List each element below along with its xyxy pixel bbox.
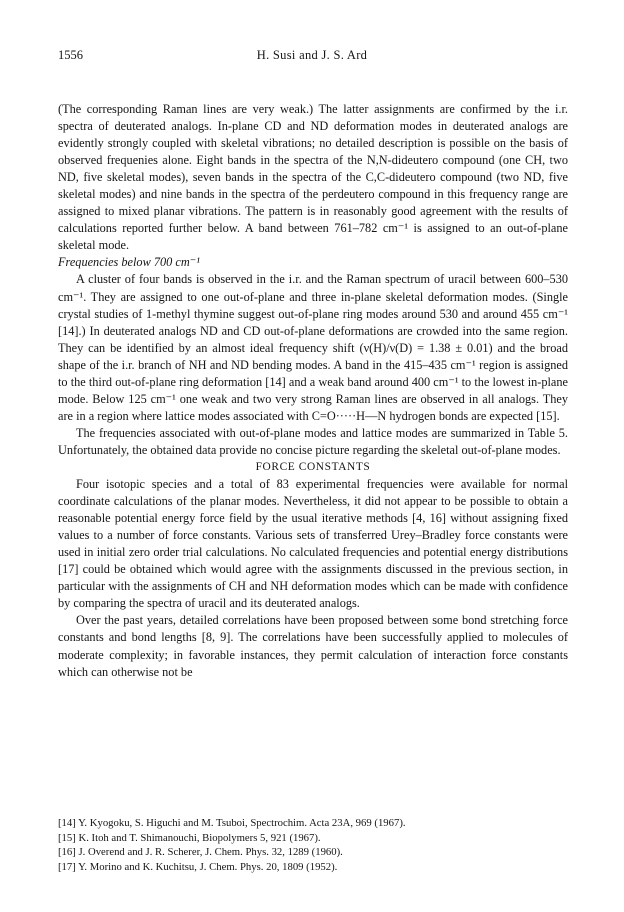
paragraph-table-summary: The frequencies associated with out-of-plane modes and lattice modes are summarized in Table 5. Unfortunately, the obtained data provide no concise picture regarding the skeletal out-of-plane modes.: [58, 425, 568, 457]
paragraph-low-frequencies: A cluster of four bands is observed in the i.r. and the Raman spectrum of uracil between 600–530 cm⁻¹. They are assigned to one out-of-plane and three in-plane skeletal deformation modes. (Single crystal studies of 1-methyl thymine suggest out-of-plane ring modes around 530 and around 455 cm⁻¹ [14].) In deuterated analogs ND and CD out-of-plane deformations are crowded into the same region. They can be identified by an almost ideal frequency shift (ν(H)/ν(D) = 1.38 ± 0.01) and the broad shape of the i.r. branch of NH and ND bending modes. A band in the 415–435 cm⁻¹ region is assigned to the third out-of-plane ring deformation [14] and a weak band around 400 cm⁻¹ to the lowest in-plane mode. Below 125 cm⁻¹ one weak and two very strong Raman lines are observed in all analogs. They are in a region where lattice modes associated with C=O·····H—N hydrogen bonds are expected [15].: [58, 272, 568, 423]
subsection-heading: Frequencies below 700 cm⁻¹: [58, 255, 200, 270]
reference-item: [17] Y. Morino and K. Kuchitsu, J. Chem. Phys. 20, 1809 (1952).: [58, 860, 338, 873]
reference-item: [16] J. Overend and J. R. Scherer, J. Chem. Phys. 32, 1289 (1960).: [58, 846, 343, 858]
footnote-references: [58, 816, 578, 874]
running-title: H. Susi and J. S. Ard: [256, 48, 368, 62]
article-body: [58, 101, 568, 681]
page-header: [58, 48, 566, 66]
section-heading: FORCE CONSTANTS: [255, 460, 371, 473]
reference-item: [14] Y. Kyogoku, S. Higuchi and M. Tsuboi, Spectrochim. Acta 23A, 969 (1967).: [58, 817, 406, 829]
reference-item: [15] K. Itoh and T. Shimanouchi, Biopolymers 5, 921 (1967).: [58, 831, 321, 844]
paragraph-force-constants: Four isotopic species and a total of 83 experimental frequencies were available for normal coordinate calculations of the planar modes. Nevertheless, it did not appear to be possible to obtain a reasonable potential energy force field by the usual iterative methods [4, 16] without assigning fixed values to a number of force constants. Various sets of transferred Urey–Bradley force constants were used in initial zero order trial calculations. No calculated frequencies and potential energy distributions [17] could be obtained which would agree with the assignments discussed in the previous section, in particular with the assignments of CH and NH deformation modes which can be made with confidence by comparing the spectra of uracil and its deuterated analogs.: [58, 477, 568, 611]
page-number: 1556: [58, 48, 83, 62]
paragraph-planar-assignments: (The corresponding Raman lines are very weak.) The latter assignments are confirmed by the i.r. spectra of deuterated analogs. In-plane CD and ND deformation modes in deuterated analogs are evidently strongly coupled with skeletal vibrations; no detailed description is possible on the basis of observed frequenies alone. Eight bands in the spectra of the N,N-dideutero compound (one CH, two ND, five skeletal modes), seven bands in the spectra of the C,C-dideutero compound (two ND, five skeletal modes) and nine bands in the spectra of the perdeutero compound in this frequency range are assigned to mixed planar vibrations. The pattern is in reasonably good agreement with the results of calculations reported further below. A band between 761–782 cm⁻¹ is assigned to an out-of-plane skeletal mode.: [58, 102, 568, 253]
paragraph-correlations: Over the past years, detailed correlations have been proposed between some bond stretching force constants and bond lengths [8, 9]. The correlations have been successfully applied to molecules of moderate complexity; in favorable instances, they permit calculation of interaction force constants which can otherwise not be: [58, 613, 568, 679]
